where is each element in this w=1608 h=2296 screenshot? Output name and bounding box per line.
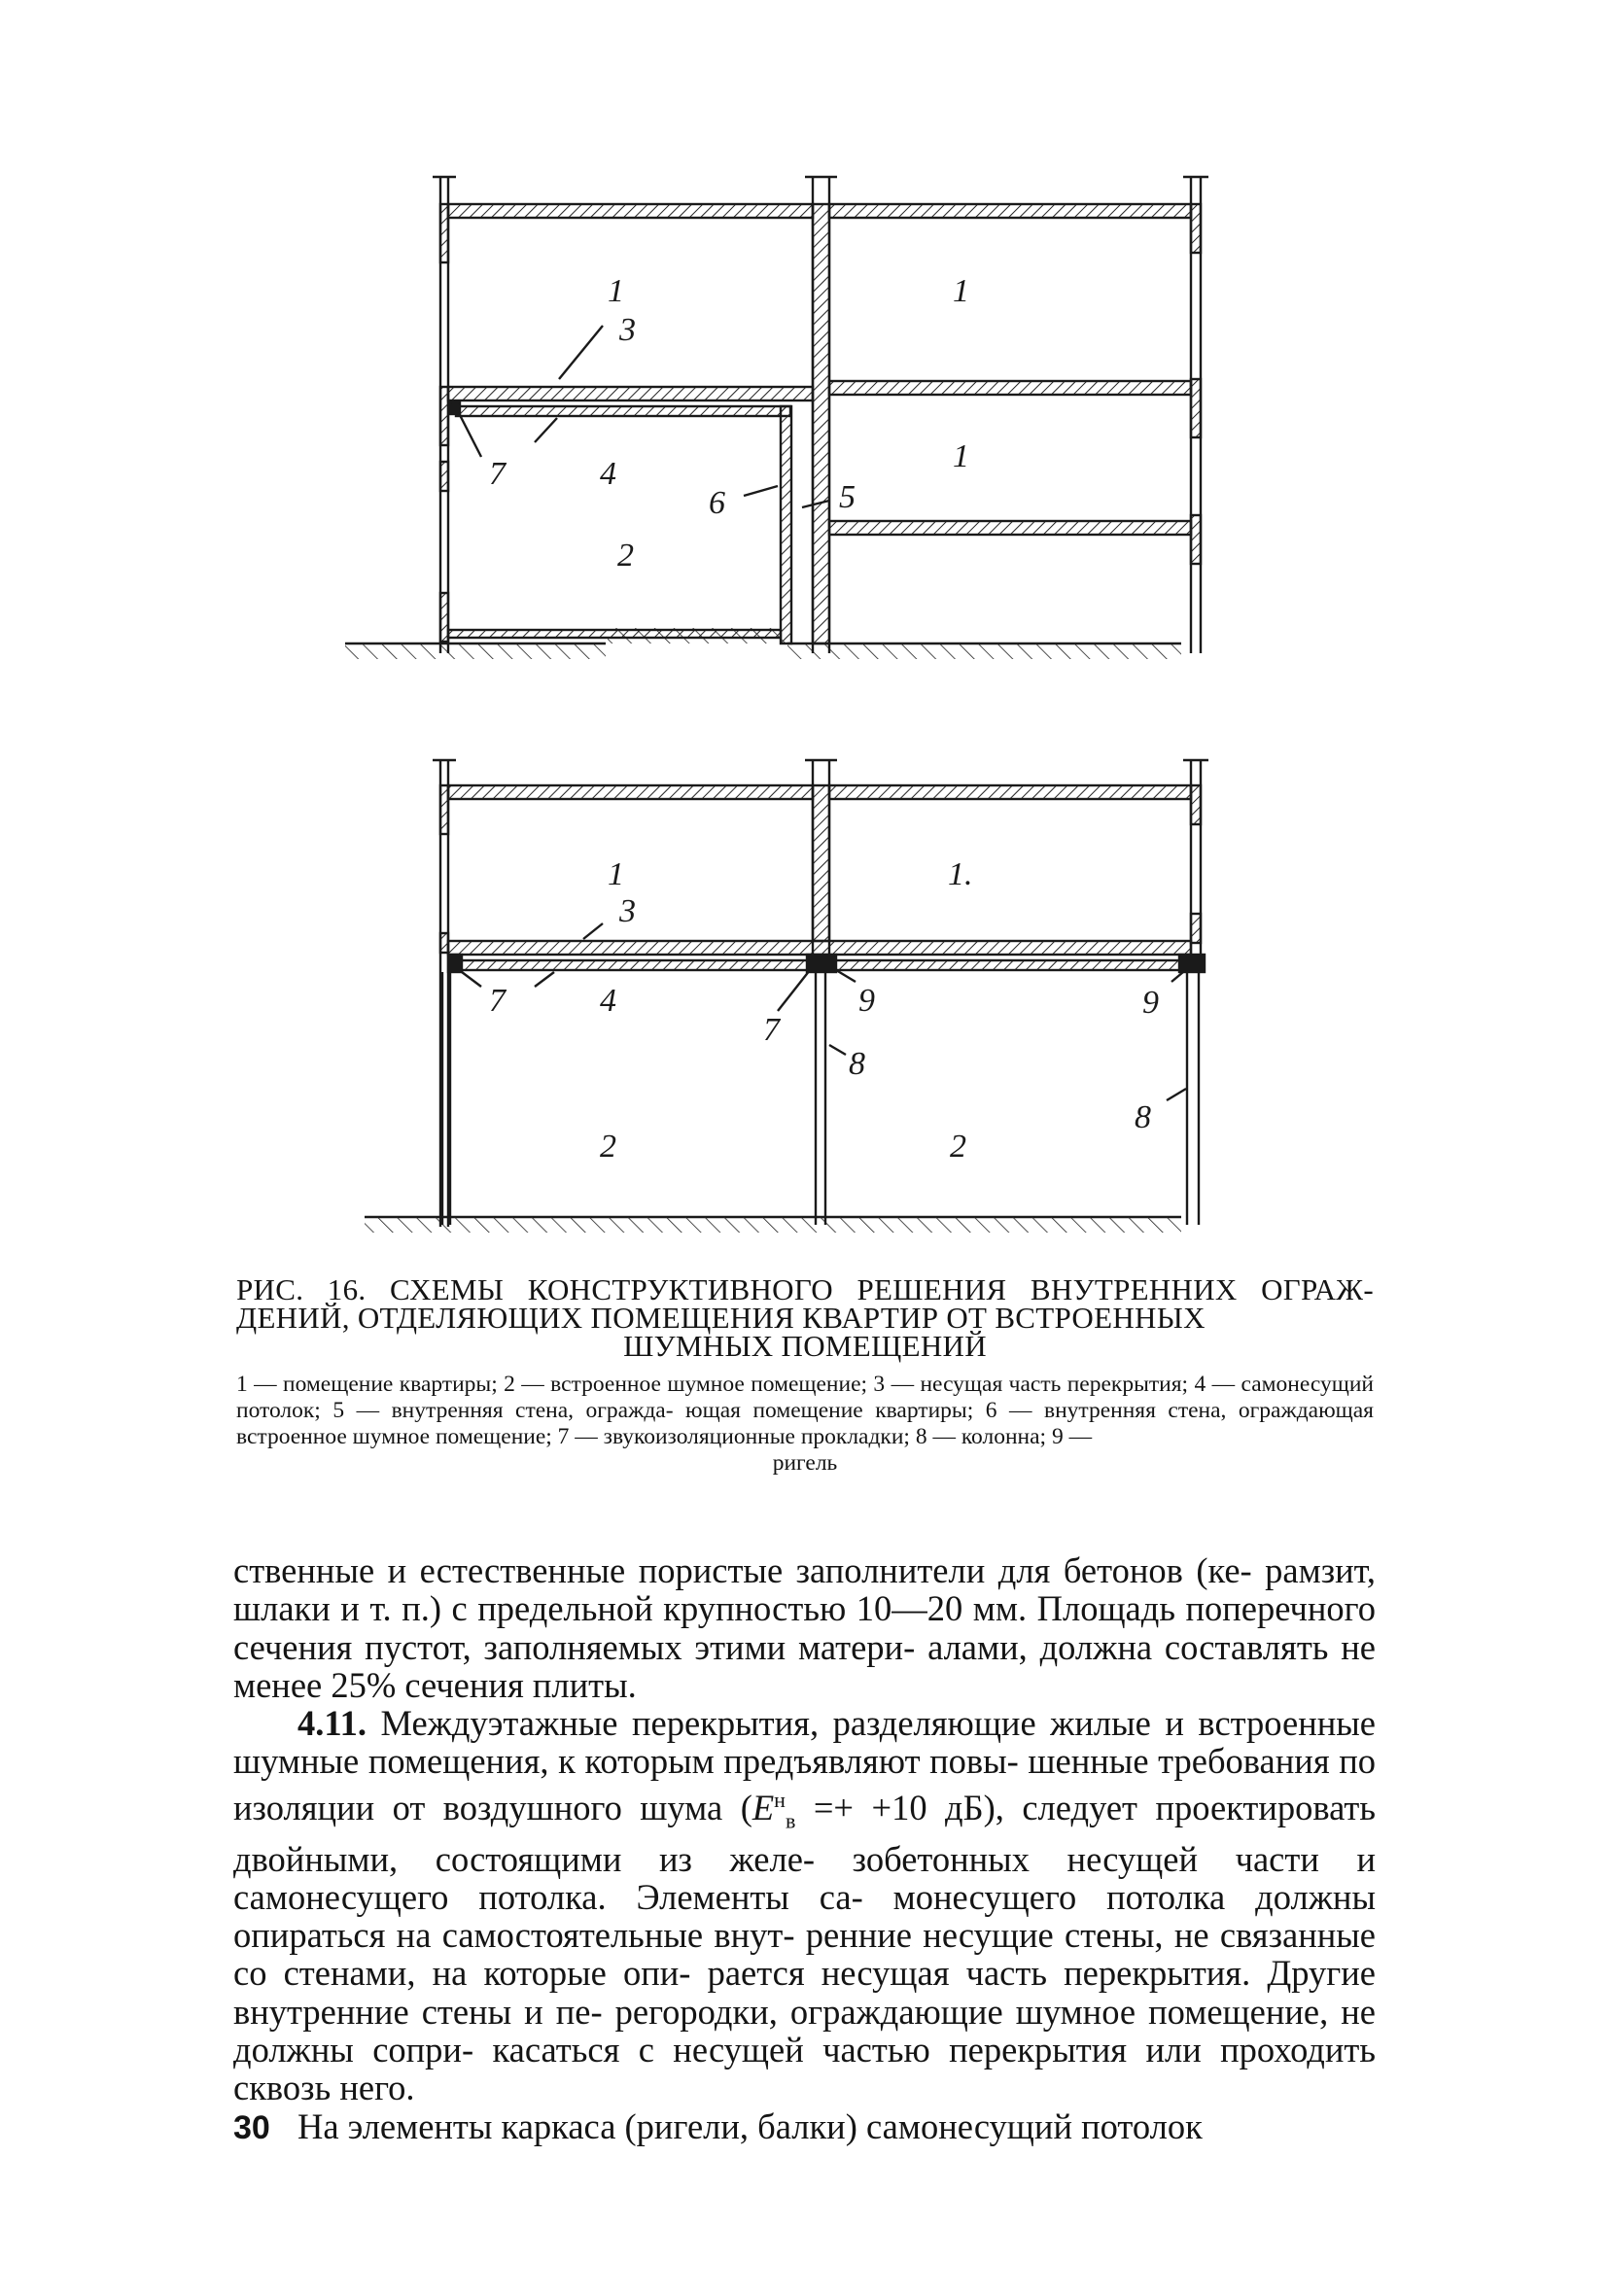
caption-legend — [236, 1372, 1374, 1477]
scheme-top — [345, 177, 1208, 659]
label-bottom-2b: 2 — [950, 1129, 966, 1165]
caption-title — [236, 1272, 1374, 1363]
paragraph-3: На элементы каркаса (ригели, балки) самонесущий потолок — [297, 2105, 1203, 2146]
label-bottom-7b: 7 — [763, 1012, 780, 1048]
legend-main: 1 — помещение квартиры; 2 — встроенное шумное помещение; 3 — несущая часть перекрытия; 4 — самонесущий потолок; 5 — внутренняя стена, огражда- ющая помещение квартиры; 6 — внутренняя стена, ограждающая встроенное шумное помещение; 7 — звукоизоляционные прокладки; 8 — колонна; 9 — — [236, 1372, 1374, 1449]
label-bottom-7a: 7 — [489, 983, 506, 1019]
label-top-4: 4 — [600, 456, 616, 492]
caption-title-line1: РИС. 16. СХЕМЫ КОНСТРУКТИВНОГО РЕШЕНИЯ ВНУТРЕННИХ ОГРАЖ- ДЕНИЙ, ОТДЕЛЯЮЩИХ ПОМЕЩЕНИЯ КВАРТИР ОТ ВСТРОЕННЫХ — [236, 1272, 1374, 1335]
paragraph-2-part-a: Междуэтажные перекрытия, разделяющие жилые и встроенные шумные помещения, к которым предъявляют повы- шенные требования по изоляции от воздушного шума ( — [233, 1703, 1376, 1827]
figure-16 — [345, 165, 1259, 1254]
label-bottom-9b: 9 — [1142, 985, 1159, 1021]
formula-sup: н — [774, 1787, 786, 1812]
label-top-2: 2 — [617, 538, 634, 574]
formula-e-v-n — [752, 1787, 796, 1833]
label-bottom-9a: 9 — [858, 983, 875, 1019]
label-bottom-2a: 2 — [600, 1129, 616, 1165]
label-bottom-3: 3 — [619, 893, 636, 929]
legend-last: ригель — [772, 1450, 838, 1476]
body-text — [233, 1551, 1376, 2145]
label-bottom-1b: 1. — [948, 856, 973, 892]
page-number: 30 — [233, 2109, 270, 2146]
paragraph-2-part-b: =+ +10 дБ), следует проектировать двойными, состоящими из желе- зобетонных несущей части и самонесущего потолка. Элементы са- монесущего потолка должны опираться на самостоятельные внут- ренние несущие стены, не связанные со стенами, на которые опи- рается несущая часть перекрытия. Другие внутренние стены и пе- регородки, ограждающие шумное помещение, не должны сопри- касаться с несущей частью перекрытия или проходить сквозь него. — [233, 1787, 1376, 2108]
label-top-5: 5 — [839, 479, 856, 515]
figure-caption — [236, 1272, 1374, 1477]
label-top-1c: 1 — [953, 438, 969, 474]
formula-sub: в — [785, 1808, 796, 1833]
label-top-6: 6 — [709, 485, 725, 521]
label-bottom-1a: 1 — [608, 856, 624, 892]
construction-schemes-drawing — [345, 165, 1259, 1254]
caption-title-line2: ШУМНЫХ ПОМЕЩЕНИЙ — [623, 1329, 987, 1363]
paragraph-2 — [233, 1704, 1376, 2106]
clause-number: 4.11. — [297, 1703, 367, 1744]
label-top-1b: 1 — [953, 273, 969, 309]
label-top-7: 7 — [489, 456, 506, 492]
formula-e: E — [752, 1787, 775, 1827]
label-bottom-8a: 8 — [849, 1046, 865, 1082]
paragraph-1: ственные и естественные пористые заполнители для бетонов (ке- рамзит, шлаки и т. п.) с предельной крупностью 10—20 мм. Площадь поперечного сечения пустот, заполняемых этими матери- алами, должна составлять не менее 25% сечения плиты. — [233, 1550, 1376, 1705]
label-top-1a: 1 — [608, 273, 624, 309]
label-top-3: 3 — [619, 312, 636, 348]
label-bottom-4: 4 — [600, 983, 616, 1019]
label-bottom-8b: 8 — [1135, 1099, 1151, 1135]
